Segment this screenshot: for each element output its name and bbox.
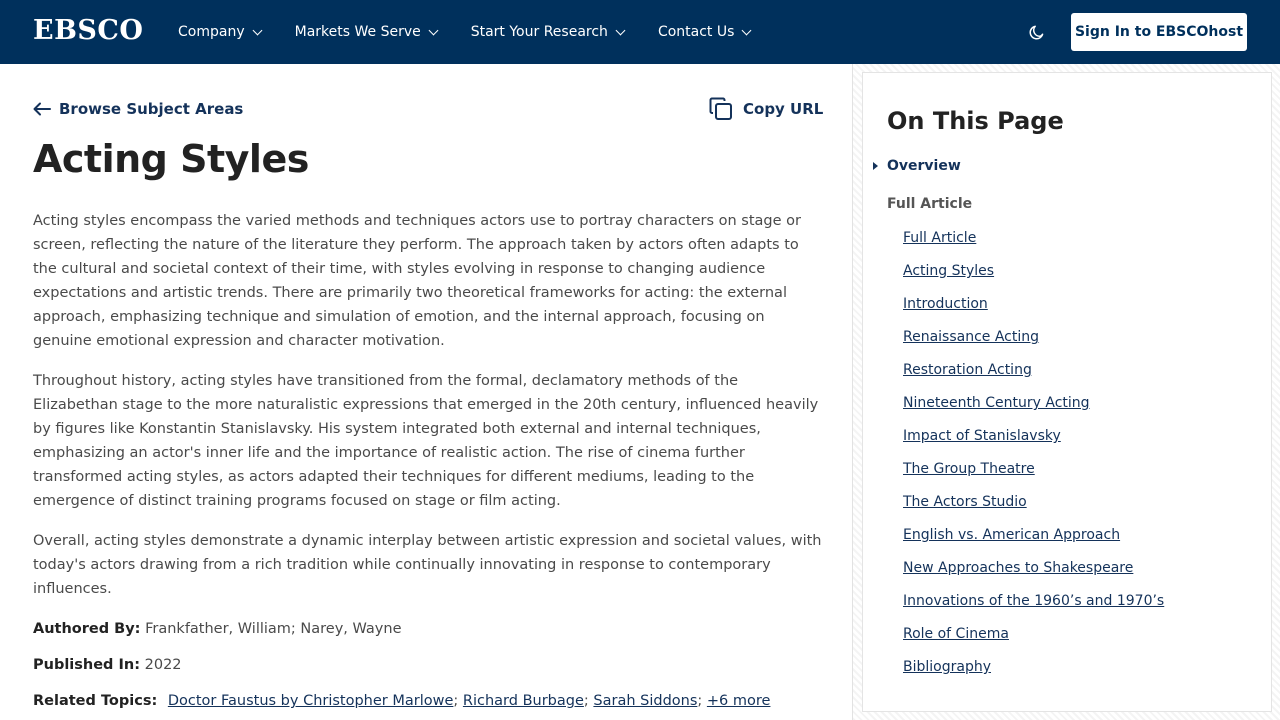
nav-label: Contact Us <box>657 24 735 40</box>
published-value: 2022 <box>144 657 182 673</box>
toc-link[interactable]: The Actors Studio <box>903 494 1027 510</box>
nav-label: Markets We Serve <box>294 24 421 40</box>
toc-link[interactable]: English vs. American Approach <box>903 527 1121 543</box>
toc-item <box>903 461 1164 494</box>
nav-company[interactable] <box>178 24 261 40</box>
chevron-down-icon <box>252 25 262 35</box>
nav-contact-us[interactable] <box>658 24 750 40</box>
copy-icon <box>709 97 733 121</box>
toc-item <box>903 659 1164 692</box>
toc-item <box>903 362 1164 395</box>
page-title: Acting Styles <box>33 137 309 181</box>
copy-url-button[interactable] <box>709 97 823 121</box>
toc-link[interactable]: New Approaches to Shakespeare <box>903 560 1134 576</box>
sidebar <box>852 64 1280 720</box>
moon-icon[interactable] <box>1027 22 1047 42</box>
authored-by <box>33 617 825 641</box>
toc-link[interactable]: Nineteenth Century Acting <box>903 395 1090 411</box>
copy-url-label: Copy URL <box>743 100 824 118</box>
toc-link[interactable]: Role of Cinema <box>903 626 1009 642</box>
toc-link[interactable]: Innovations of the 1960’s and 1970’s <box>903 593 1165 609</box>
toc-link[interactable]: Restoration Acting <box>903 362 1032 378</box>
published-in-label: Published In: <box>33 657 141 673</box>
related-topics-label: Related Topics: <box>33 693 158 709</box>
toc-item <box>903 296 1164 329</box>
related-topics-more-link[interactable]: +6 more <box>706 693 771 709</box>
article-paragraph: Acting styles encompass the varied methods and techniques actors use to portray characters on stage or screen, reflecting the nature of the literature they perform. The approach taken by actors often adapts to the cultural and societal context of their time, with styles evolving in response to changing audience expectations and artistic trends. There are primarily two theoretical frameworks for acting: the external approach, emphasizing technique and simulation of emotion, and the internal approach, focusing on genuine emotional expression and character motivation. <box>33 213 801 349</box>
on-this-page-title: On This Page <box>887 107 1064 135</box>
toc-item <box>903 428 1164 461</box>
toc-item <box>903 329 1164 362</box>
toc-full-article-heading: Full Article <box>887 196 973 212</box>
related-topic-link[interactable]: Richard Burbage <box>462 693 584 709</box>
sign-in-button[interactable]: Sign In to EBSCOhost <box>1071 13 1247 51</box>
ebsco-logo[interactable]: EBSCO <box>33 15 144 46</box>
toc-overview-label: Overview <box>887 158 961 174</box>
toc-link[interactable]: Bibliography <box>903 659 991 675</box>
article-body <box>33 209 825 713</box>
toc-item <box>903 494 1164 527</box>
nav-label: Start Your Research <box>470 24 608 40</box>
nav-start-your-research[interactable] <box>471 24 624 40</box>
toc-item <box>903 527 1164 560</box>
toc-link[interactable]: Renaissance Acting <box>903 329 1040 345</box>
toc-link[interactable]: Introduction <box>903 296 988 312</box>
toc-item <box>903 593 1164 626</box>
article-main <box>0 64 852 720</box>
related-topic-link[interactable]: Doctor Faustus by Christopher Marlowe <box>167 693 454 709</box>
toc-item <box>903 395 1164 428</box>
back-link-label: Browse Subject Areas <box>59 100 244 118</box>
toc-item <box>903 626 1164 659</box>
authored-by-label: Authored By: <box>33 621 141 637</box>
related-topic-link[interactable]: Sarah Siddons <box>593 693 698 709</box>
toc-list <box>903 230 1164 692</box>
chevron-down-icon <box>428 25 438 35</box>
toc-item <box>903 230 1164 263</box>
toc-overview-link[interactable] <box>873 158 961 174</box>
toc-link[interactable]: Impact of Stanislavsky <box>903 428 1061 444</box>
toc-link[interactable]: Full Article <box>903 230 977 246</box>
top-navigation-bar <box>0 0 1280 64</box>
arrow-left-icon <box>33 102 51 116</box>
toc-link[interactable]: Acting Styles <box>903 263 995 279</box>
chevron-down-icon <box>742 25 752 35</box>
main-nav <box>178 0 784 64</box>
toc-item <box>903 263 1164 296</box>
related-topics: Related Topics: Doctor Faustus by Christopher Marlowe; Richard Burbage; Sarah Siddons; +6 more <box>33 693 771 709</box>
chevron-down-icon <box>615 25 625 35</box>
published-in <box>33 653 825 677</box>
article-paragraph: Overall, acting styles demonstrate a dynamic interplay between artistic expression and societal values, with today's actors drawing from a rich tradition while continually innovating in response to contemporary influences. <box>33 533 822 597</box>
nav-label: Company <box>178 24 245 40</box>
toc-item <box>903 560 1164 593</box>
caret-right-icon <box>873 162 878 170</box>
on-this-page-panel <box>862 72 1272 712</box>
browse-subject-areas-link[interactable] <box>33 100 243 118</box>
toc-link[interactable]: The Group Theatre <box>903 461 1035 477</box>
article-paragraph: Throughout history, acting styles have transitioned from the formal, declamatory methods of the Elizabethan stage to the more naturalistic expressions that emerged in the 20th century, influenced heavily by figures like Konstantin Stanislavsky. His system integrated both external and internal techniques, emphasizing an actor's inner life and the importance of realistic action. The rise of cinema further transformed acting styles, as actors adapted their techniques for different mediums, leading to the emergence of distinct training programs focused on stage or film acting. <box>33 373 819 509</box>
authors-value: Frankfather, William; Narey, Wayne <box>145 621 402 637</box>
nav-markets-we-serve[interactable] <box>295 24 437 40</box>
